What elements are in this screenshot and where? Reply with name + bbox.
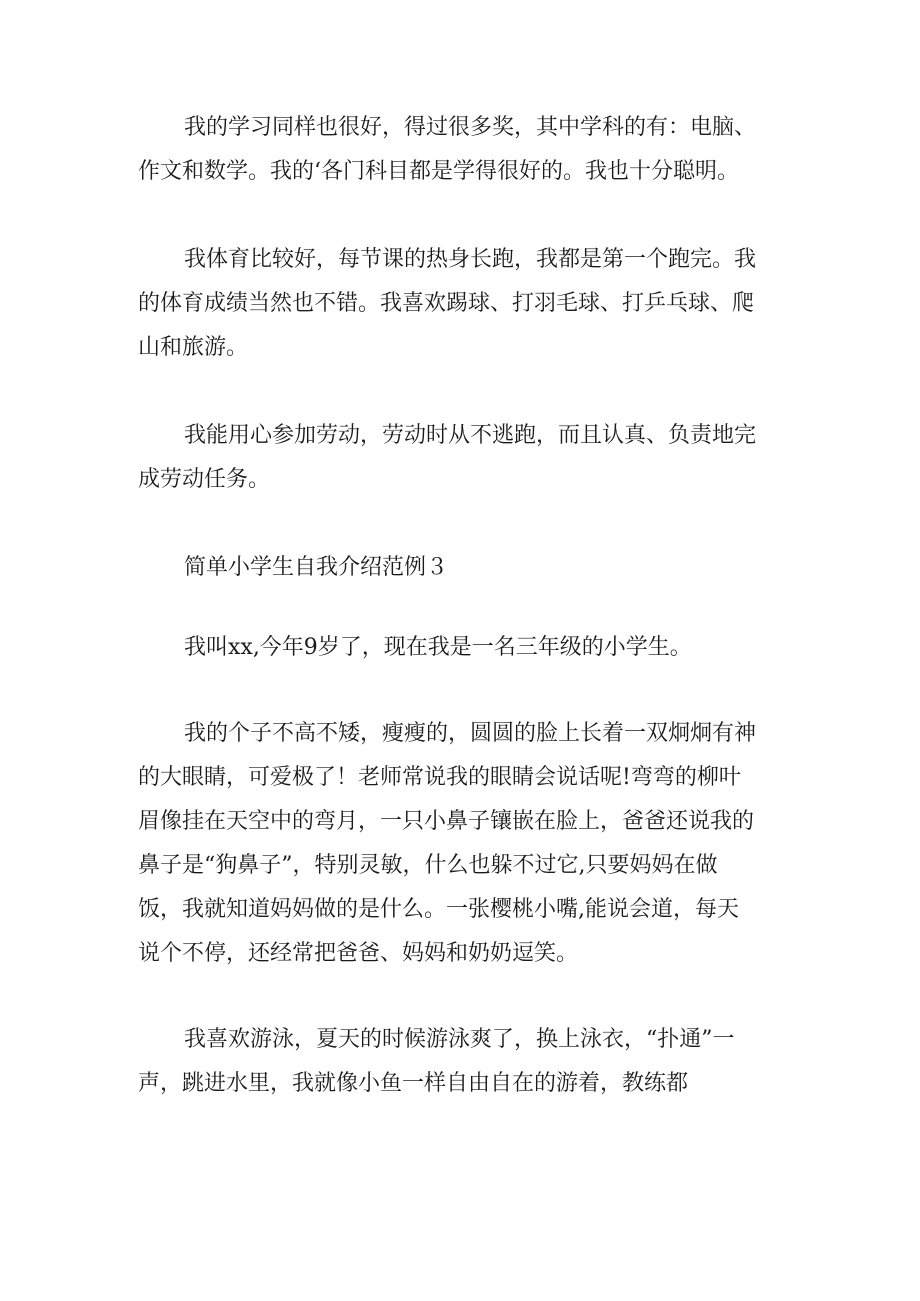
heading-line: 简单小学生自我介绍范例３ (184, 555, 449, 580)
text-line: 说个不停，还经常把爸爸、妈妈和奶奶逗笑。 (138, 941, 579, 966)
text-line: 我体育比较好，每节课的热身长跑，我都是第一个跑完。我 (184, 247, 757, 272)
text-line: 成劳动任务。 (138, 467, 271, 492)
text-line: 我叫xx,今年9岁了，现在我是一名三年级的小学生。 (184, 635, 692, 660)
paragraph-study (138, 106, 798, 194)
paragraph-intro (138, 626, 798, 670)
paragraph-sports (138, 238, 798, 370)
paragraph-swimming (138, 1018, 798, 1106)
paragraph-labor (138, 414, 798, 502)
text-line: 我的个子不高不矮，瘦瘦的，圆圆的脸上长着一双炯炯有神 (184, 721, 757, 746)
text-line: 鼻子是“狗鼻子”，特别灵敏，什么也躲不过它,只要妈妈在做 (138, 853, 718, 878)
section-heading (138, 546, 798, 590)
text-line: 我能用心参加劳动，劳动时从不逃跑，而且认真、负责地完 (184, 423, 757, 448)
text-line: 我喜欢游泳，夏天的时候游泳爽了，换上泳衣，“扑通”一 (184, 1027, 735, 1052)
text-line: 山和旅游。 (138, 335, 249, 360)
text-line: 作文和数学。我的‘各门科目都是学得很好的。我也十分聪明。 (138, 159, 739, 184)
text-line: 我的学习同样也很好，得过很多奖，其中学科的有：电脑、 (184, 115, 757, 140)
text-line: 饭，我就知道妈妈做的是什么。一张樱桃小嘴,能说会道，每天 (138, 897, 739, 922)
text-line: 的体育成绩当然也不错。我喜欢踢球、打羽毛球、打乒乓球、爬 (138, 291, 755, 316)
paragraph-appearance (138, 712, 798, 976)
text-line: 声，跳进水里，我就像小鱼一样自由自在的游着，教练都 (138, 1071, 689, 1096)
text-line: 的大眼睛，可爱极了！老师常说我的眼睛会说话呢!弯弯的柳叶 (138, 765, 741, 790)
text-line: 眉像挂在天空中的弯月，一只小鼻子镶嵌在脸上，爸爸还说我的 (138, 809, 755, 834)
